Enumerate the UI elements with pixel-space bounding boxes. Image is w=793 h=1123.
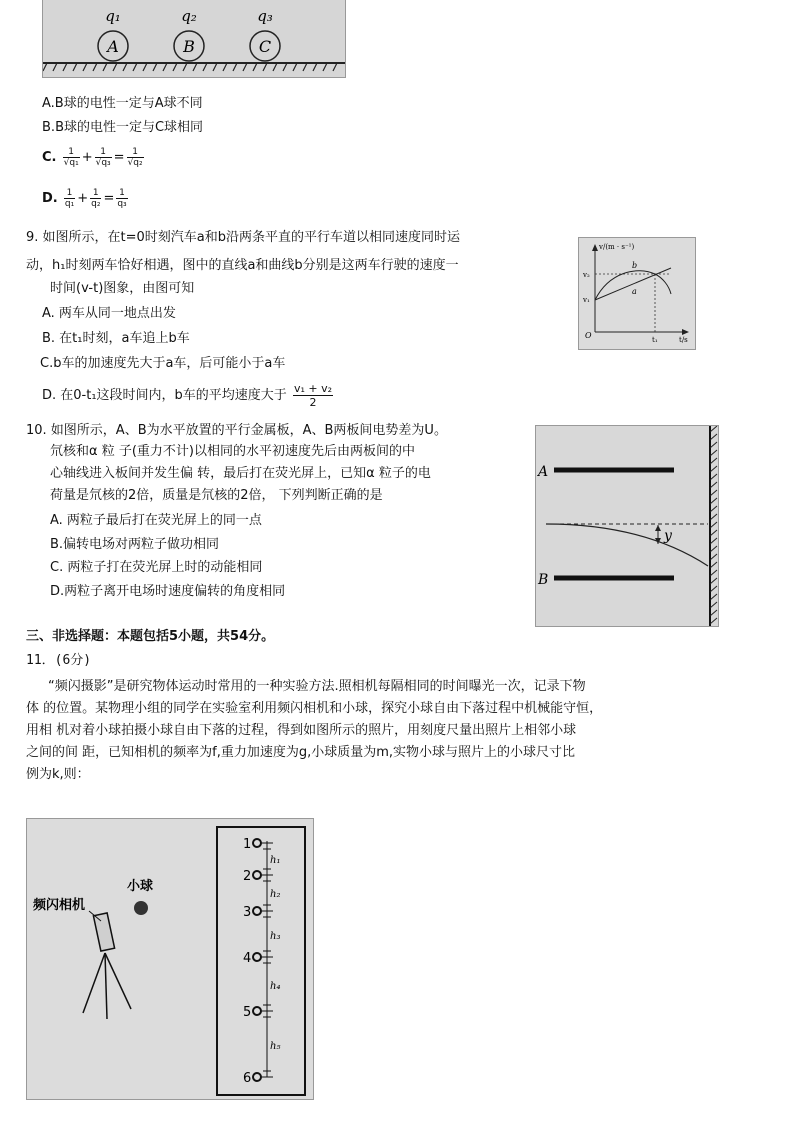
q9-line2: 动，h₁时刻两车恰好相遇，图中的直线a和曲线b分别是这两车行驶的速度一 xyxy=(26,258,459,273)
height-h5: h₅ xyxy=(270,1041,281,1052)
q11-para-line4: 之间的间 距，已知相机的频率为f,重力加速度为g,小球质量为m,实物小球与照片上的小球尺寸比 xyxy=(26,745,576,760)
q10-plates-figure xyxy=(535,425,719,627)
q9-origin-label: O xyxy=(585,331,592,340)
photo-ball-6 xyxy=(253,1073,261,1081)
q9-option-a: A. 两车从同一地点出发 xyxy=(42,306,176,321)
q9-x-arrow xyxy=(682,329,689,335)
q10-option-c: C. 两粒子打在荧光屏上时的动能相同 xyxy=(50,560,263,575)
height-h3: h₃ xyxy=(270,931,281,942)
small-ball xyxy=(134,901,148,915)
q8-option-a-text: B球的电性一定与A球不同 xyxy=(54,96,203,111)
q9-line3: 时间(v-t)图象，由图可知 xyxy=(50,281,195,296)
q9-v1-label: v₁ xyxy=(583,296,590,304)
q8d-frac3-num: 1 xyxy=(116,188,127,199)
q9-option-d xyxy=(42,382,335,410)
q9-y-arrow xyxy=(592,244,598,251)
q11-label: 11．(6分) xyxy=(26,653,92,668)
q9-option-c: C.b车的加速度先大于a车，后可能小于a车 xyxy=(40,356,286,371)
section3-heading: 三、非选择题：本题包括5小题，共54分。 xyxy=(26,629,275,644)
q11-para-line3: 用相 机对着小球拍摄小球自由下落的过程，得到如图所示的照片，用刻度尺量出照片上相邻小球 xyxy=(26,723,577,738)
tripod-leg-left xyxy=(83,953,105,1013)
camera-label: 频闪相机 xyxy=(33,898,86,913)
ground-hatching xyxy=(43,63,337,71)
q10-plates-svg xyxy=(536,426,718,626)
q10-option-d: D.两粒子离开电场时速度偏转的角度相同 xyxy=(50,584,286,599)
charges-figure xyxy=(42,0,346,78)
ball-label: 小球 xyxy=(127,879,154,894)
q8-option-c-label: C. xyxy=(42,150,57,165)
q9-t1-label: t₁ xyxy=(652,336,658,344)
height-h4: h₄ xyxy=(270,981,281,992)
q8c-plus: + xyxy=(81,150,93,165)
q11-figure-svg xyxy=(27,819,313,1099)
q8-option-a-label: A. xyxy=(42,96,55,111)
q9-option-d-prefix: D. 在0-t₁这段时间内，b车的平均速度大于 xyxy=(42,388,287,403)
q9-b-label: b xyxy=(632,261,638,270)
q8d-frac1 xyxy=(64,188,75,209)
q9-line1: 9. 如图所示，在t=0时刻汽车a和b沿两条平直的平行车道以相同速度同时运 xyxy=(26,230,461,245)
photo-frame xyxy=(217,827,305,1095)
q9d-frac xyxy=(293,382,333,409)
position-4: 4 xyxy=(243,951,252,966)
y-dimension-arrow-top xyxy=(655,525,661,531)
q9-option-b: B. 在t₁时刻，a车追上b车 xyxy=(42,331,190,346)
q8c-frac2 xyxy=(95,147,112,168)
q9-vt-graph-svg xyxy=(579,238,695,349)
q8-option-c xyxy=(42,146,146,170)
position-1: 1 xyxy=(243,837,252,852)
plate-a-label: A xyxy=(538,464,549,480)
y-label: y xyxy=(664,528,672,544)
photo-ball-5 xyxy=(253,1007,261,1015)
ball-c-letter: C xyxy=(258,37,272,56)
q8d-eq: = xyxy=(103,191,115,206)
q8-option-a xyxy=(42,95,203,113)
q8c-frac3-den: √q₂ xyxy=(127,158,143,168)
height-h2: h₂ xyxy=(270,889,281,900)
q8d-frac1-num: 1 xyxy=(64,188,75,199)
q8d-plus: + xyxy=(77,191,89,206)
q8-option-b-text: B球的电性一定与C球相同 xyxy=(55,120,204,135)
q8-option-b xyxy=(42,119,203,137)
tripod-leg-mid xyxy=(105,953,107,1019)
q10-option-b: B.偏转电场对两粒子做功相同 xyxy=(50,537,220,552)
charge-q3: q₃ xyxy=(257,7,273,25)
q9-ylabel: v/(m · s⁻¹) xyxy=(599,243,635,251)
q8-option-b-label: B. xyxy=(42,120,56,135)
ball-a-letter: A xyxy=(107,37,119,56)
charges-figure-svg xyxy=(43,0,345,77)
position-6: 6 xyxy=(243,1071,252,1086)
camera-body xyxy=(93,913,114,951)
position-2: 2 xyxy=(243,869,252,884)
q9-xlabel: t/s xyxy=(679,336,688,344)
q9-v2-label: v₂ xyxy=(583,271,590,279)
q8c-frac3-num: 1 xyxy=(127,147,144,158)
q8c-frac1 xyxy=(63,147,80,168)
photo-ball-4 xyxy=(253,953,261,961)
q10-option-a: A. 两粒子最后打在荧光屏上的同一点 xyxy=(50,513,262,528)
charge-q2: q₂ xyxy=(181,7,197,25)
photo-ball-2 xyxy=(253,871,261,879)
q8c-frac2-num: 1 xyxy=(95,147,112,158)
photo-ball-1 xyxy=(253,839,261,847)
q8-option-d-label: D. xyxy=(42,191,58,206)
height-h1: h₁ xyxy=(270,855,281,866)
q9d-frac-num: v₁ + v₂ xyxy=(293,382,333,395)
q10-line1: 10. 如图所示，A、B为水平放置的平行金属板，A、B两板间电势差为U。 xyxy=(26,423,447,438)
q9d-frac-den: 2 xyxy=(309,396,317,409)
q11-para-line2: 体 的位置。某物理小组的同学在实验室利用频闪相机和小球，探究小球自由下落过程中机械能守恒， xyxy=(26,701,603,716)
q8c-frac1-den: √q₁ xyxy=(63,158,79,168)
q8d-frac3 xyxy=(116,188,127,209)
photo-ball-3 xyxy=(253,907,261,915)
q8-option-d xyxy=(42,187,130,211)
position-3: 3 xyxy=(243,905,252,920)
q8c-eq: = xyxy=(113,150,125,165)
plate-b-label: B xyxy=(538,572,549,588)
q10-line4: 荷量是氘核的2倍，质量是氘核的2倍， 下列判断正确的是 xyxy=(50,488,383,503)
q11-para-line5: 例为k,则： xyxy=(26,767,90,782)
q8d-frac3-den: q₃ xyxy=(117,199,127,209)
q9-a-label: a xyxy=(632,287,637,296)
q11-flash-photo-figure xyxy=(26,818,314,1100)
q8d-frac2-den: q₂ xyxy=(91,199,101,209)
q10-line3: 心轴线进入板间并发生偏 转，最后打在荧光屏上，已知α 粒子的电 xyxy=(50,466,431,481)
q8d-frac2-num: 1 xyxy=(90,188,101,199)
tripod-leg-right xyxy=(105,953,131,1009)
position-5: 5 xyxy=(243,1005,252,1020)
q8d-frac2 xyxy=(90,188,101,209)
q8c-frac2-den: √q₃ xyxy=(95,158,111,168)
q11-para-line1: “频闪摄影”是研究物体运动时常用的一种实验方法.照相机每隔相同的时间曝光一次，记录下物 xyxy=(48,679,586,694)
ball-b-letter: B xyxy=(183,37,195,56)
particle-trajectory xyxy=(546,524,708,566)
q8c-frac1-num: 1 xyxy=(63,147,80,158)
q8c-frac3 xyxy=(127,147,144,168)
screen-hatching xyxy=(710,426,717,624)
charge-q1: q₁ xyxy=(105,7,121,25)
q10-line2: 氘核和α 粒 子(重力不计)以相同的水平初速度先后由两板间的中 xyxy=(50,444,415,459)
q8d-frac1-den: q₁ xyxy=(64,199,75,209)
q9-vt-graph xyxy=(578,237,696,350)
